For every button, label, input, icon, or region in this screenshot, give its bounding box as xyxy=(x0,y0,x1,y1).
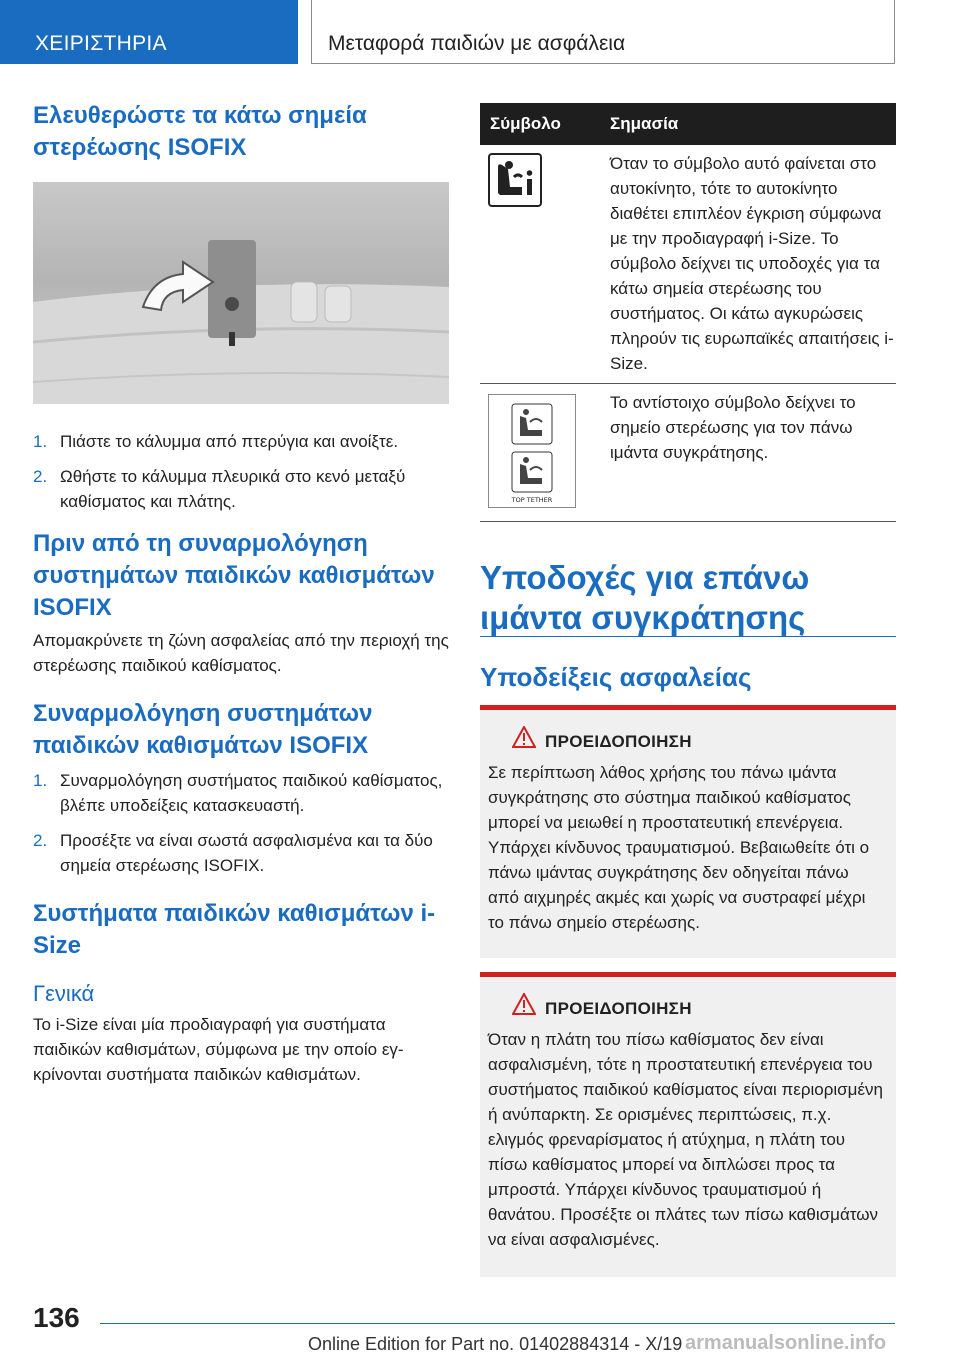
step-number: 1. xyxy=(33,432,48,451)
step-number: 2. xyxy=(33,831,48,850)
warning-title xyxy=(480,977,896,1021)
heading-isize-systems: Συστήματα παιδικών καθισμάτων i-Size xyxy=(33,900,436,959)
list-item xyxy=(33,464,449,514)
subheading-safety-notes: Υποδείξεις ασφαλείας xyxy=(480,662,752,692)
header-section-tab[interactable] xyxy=(0,0,298,64)
warning-box-2 xyxy=(480,972,896,1277)
isize-description: Όταν το σύμβολο αυτό φαίνεται στο αυτοκίνητο, τότε το αυτοκίνητο διαθέτει επιπλέον έγκριση σύμφωνα με την προδιαγραφή i-Size. Το σύμβολο δείχνει τις υποδοχές για τα κάτω σημεία στερέωσης του συστήματος. Οι κάτω αγκυρώσεις πληρούν τις ευρωπαϊκές απαιτήσεις i-Size. xyxy=(610,154,894,373)
top-tether-icon xyxy=(488,394,576,513)
left-column xyxy=(33,100,449,1087)
heading-assembly: Συναρμολόγηση συστημάτων παιδικών καθισμάτων ISOFIX xyxy=(33,700,373,759)
section-title-top-tether: Υποδοχές για επάνω ιμάντα συγκράτησης xyxy=(480,559,810,636)
page-number: 136 xyxy=(33,1302,80,1333)
heading-general: Γενικά xyxy=(33,981,95,1006)
table-header xyxy=(480,103,896,145)
warning-triangle-icon xyxy=(512,726,536,748)
step-text: Πιάστε το κάλυμμα από πτερύγια και ανοίξτε. xyxy=(60,432,399,451)
warning-triangle-icon xyxy=(512,993,536,1015)
svg-text:TOP TETHER: TOP TETHER xyxy=(511,496,553,504)
paragraph-remove-belt: Απομακρύνετε τη ζώνη ασφαλείας από την περιοχή της στερέωσης παιδικού καθίσματος. xyxy=(33,631,449,675)
top-tether-description: Το αντίστοιχο σύμβολο δείχνει το σημείο στερέωσης για τον πάνω ιμάντα συγκράτησης. xyxy=(610,393,856,462)
paragraph-isize: Το i-Size είναι μία προδιαγραφή για συστήματα παιδικών καθισμάτων, σύμφωνα με την οποίο εγκρίνονται συστήματα παιδικών καθισμάτων. xyxy=(33,1015,404,1084)
warning-box-1 xyxy=(480,705,896,958)
column-header-symbol: Σύμβολο xyxy=(490,114,561,133)
column-header-meaning: Σημασία xyxy=(610,114,679,133)
step-text: Προσέξτε να είναι σωστά ασφαλισμένα και τα δύο σημεία στερέωσης ISOFIX. xyxy=(60,831,433,875)
step-text: Ωθήστε το κάλυμμα πλευρικά στο κενό μεταξύ καθίσματος και πλάτης. xyxy=(60,467,406,511)
symbol-table xyxy=(480,103,896,522)
heading-before-assembly: Πριν από τη συναρμολόγηση συστημάτων παιδικών καθισμάτων ISOFIX xyxy=(33,530,435,621)
header-section-label: ΧΕΙΡΙΣΤΗΡΙΑ xyxy=(35,32,167,55)
table-row xyxy=(480,145,896,384)
list-item xyxy=(33,429,449,454)
watermark: armanualsonline.info xyxy=(685,1332,887,1354)
list-item xyxy=(33,768,449,818)
warning-label: ΠΡΟΕΙΔΟΠΟΙΗΣΗ xyxy=(545,732,692,751)
footer-divider xyxy=(100,1323,895,1324)
header-chapter-label: Μεταφορά παιδιών με ασφάλεια xyxy=(328,32,626,55)
list-item xyxy=(33,828,449,878)
assembly-steps-list xyxy=(33,768,449,878)
table-row xyxy=(480,384,896,522)
warning-label: ΠΡΟΕΙΔΟΠΟΙΗΣΗ xyxy=(545,999,692,1018)
heading-release-isofix: Ελευθερώστε τα κάτω σημεία στερέωσης ISOFIX xyxy=(33,102,367,161)
release-steps-list xyxy=(33,429,449,514)
footer-edition: Online Edition for Part no. 01402884314 - X/19 xyxy=(308,1334,683,1354)
header-chapter-box xyxy=(311,0,895,64)
step-number: 1. xyxy=(33,771,48,790)
warning-text: Σε περίπτωση λάθος χρήσης του πάνω ιμάντα συγκράτησης στο σύστημα παιδικού καθίσματος μπορεί να μειωθεί η προστατευτική επενέργεια. Υπάρχει κίνδυνος τραυματισμού. Βεβαιωθείτε ότι ο πάνω ιμάντας συγκράτησης δεν οδηγείται πάνω από αιχμηρές ακμές και χωρίς να συστραφεί μέχρι το πάνω σημείο στερέωσης. xyxy=(488,763,870,932)
warning-text: Όταν η πλάτη του πίσω καθίσματος δεν είναι ασφαλισμένη, τότε η προστατευτική επενέργεια του συστήματος παιδικού καθίσματος είναι περιορισμένη ή ανύπαρκτη. Σε ορισμένες περιπτώσεις, π.χ. ελιγμός φρεναρίσματος ή ατύχημα, η πλάτη του πίσω καθίσματος μπορεί να διπλώσει προς τα μπροστά. Υπάρχει κίνδυνος τραυματισμού ή θανάτου. Προσέξτε οι πλάτες των πίσω καθισμάτων να είναι ασφαλισμένες. xyxy=(488,1030,883,1249)
step-number: 2. xyxy=(33,467,48,486)
section-divider xyxy=(480,636,896,637)
isofix-seat-photo xyxy=(33,182,449,404)
isize-seat-icon xyxy=(488,153,542,212)
warning-title xyxy=(480,710,896,754)
step-text: Συναρμολόγηση συστήματος παιδικού καθίσματος, βλέπε υποδείξεις κατασκευαστή. xyxy=(60,771,443,815)
